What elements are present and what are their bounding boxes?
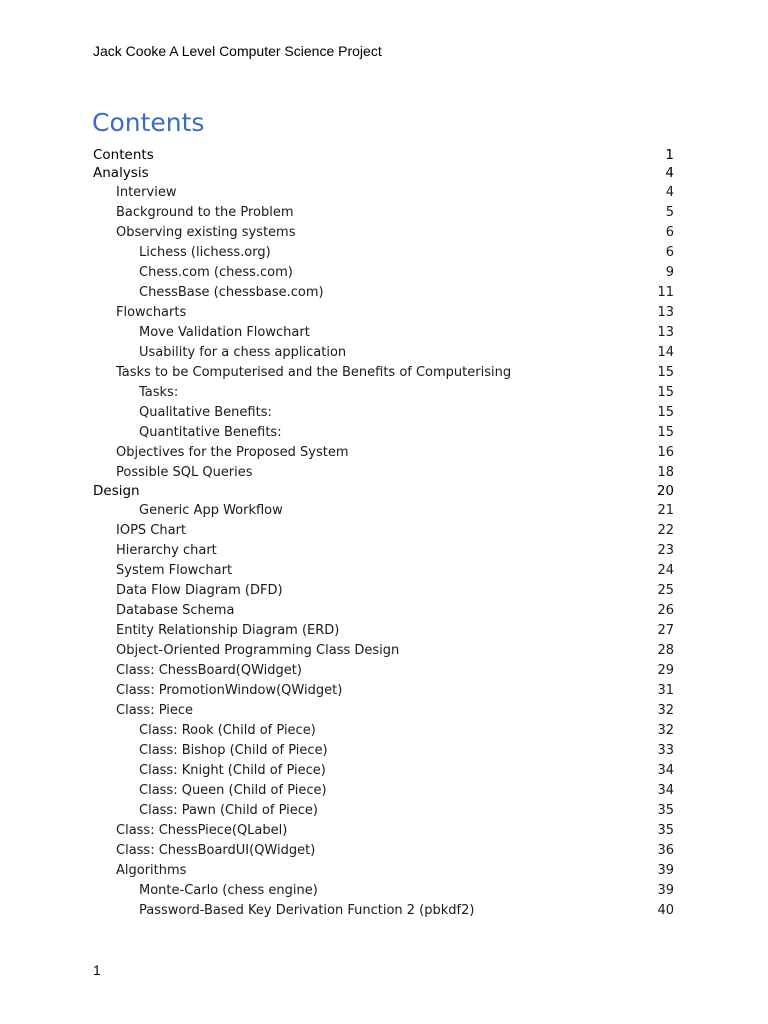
toc-entry[interactable] — [93, 760, 674, 780]
toc-entry-title: Move Validation Flowchart — [139, 324, 310, 340]
toc-entry-title: Design — [93, 483, 140, 499]
toc-entry[interactable] — [93, 680, 674, 700]
toc-entry-page: 22 — [657, 522, 674, 538]
toc-entry-page: 11 — [657, 284, 674, 300]
toc-entry-title: ChessBase (chessbase.com) — [139, 284, 324, 300]
toc-entry[interactable] — [93, 900, 674, 920]
toc-entry-page: 32 — [657, 722, 674, 738]
toc-entry-title: Class: ChessPiece(QLabel) — [116, 822, 288, 838]
toc-entry-title: Contents — [93, 147, 154, 163]
toc-entry-page: 34 — [657, 762, 674, 778]
contents-heading: Contents — [92, 108, 205, 137]
toc-entry[interactable] — [93, 500, 674, 520]
toc-entry-title: Data Flow Diagram (DFD) — [116, 582, 283, 598]
toc-entry[interactable] — [93, 362, 674, 382]
toc-entry-title: Background to the Problem — [116, 204, 294, 220]
toc-entry[interactable] — [93, 640, 674, 660]
toc-entry-page: 33 — [657, 742, 674, 758]
toc-entry-page: 27 — [657, 622, 674, 638]
toc-entry[interactable] — [93, 560, 674, 580]
toc-entry[interactable] — [93, 146, 674, 164]
toc-entry-title: Interview — [116, 184, 177, 200]
toc-entry[interactable] — [93, 700, 674, 720]
toc-entry[interactable] — [93, 262, 674, 282]
toc-entry-page: 34 — [657, 782, 674, 798]
toc-entry-page: 28 — [657, 642, 674, 658]
toc-entry-title: Class: Queen (Child of Piece) — [139, 782, 327, 798]
toc-entry-page: 26 — [657, 602, 674, 618]
toc-entry[interactable] — [93, 302, 674, 322]
toc-entry-page: 18 — [657, 464, 674, 480]
toc-entry-title: Class: Pawn (Child of Piece) — [139, 802, 318, 818]
toc-entry[interactable] — [93, 840, 674, 860]
toc-entry-page: 23 — [657, 542, 674, 558]
toc-entry-title: Class: Piece — [116, 702, 194, 718]
toc-entry-page: 35 — [657, 822, 674, 838]
toc-entry-title: IOPS Chart — [116, 522, 187, 538]
toc-entry[interactable] — [93, 720, 674, 740]
page-number: 1 — [93, 962, 101, 978]
toc-entry-title: Flowcharts — [116, 304, 187, 320]
toc-entry[interactable] — [93, 422, 674, 442]
toc-entry-page: 15 — [657, 424, 674, 440]
toc-entry-page: 39 — [657, 882, 674, 898]
toc-entry-page: 15 — [657, 364, 674, 380]
toc-entry-title: Tasks to be Computerised and the Benefits of Computerising — [116, 364, 512, 380]
toc-entry[interactable] — [93, 382, 674, 402]
toc-entry-page: 13 — [657, 304, 674, 320]
toc-entry[interactable] — [93, 462, 674, 482]
toc-entry-page: 20 — [656, 483, 674, 499]
toc-entry[interactable] — [93, 182, 674, 202]
toc-entry-title: Observing existing systems — [116, 224, 296, 240]
toc-entry-title: Tasks: — [139, 384, 179, 400]
toc-entry[interactable] — [93, 282, 674, 302]
toc-entry[interactable] — [93, 342, 674, 362]
toc-entry-page: 40 — [657, 902, 674, 918]
toc-entry[interactable] — [93, 860, 674, 880]
toc-entry-title: Qualitative Benefits: — [139, 404, 272, 420]
toc-entry[interactable] — [93, 740, 674, 760]
toc-entry-title: Hierarchy chart — [116, 542, 217, 558]
toc-entry[interactable] — [93, 820, 674, 840]
toc-entry-page: 6 — [665, 244, 674, 260]
toc-entry-title: Object-Oriented Programming Class Design — [116, 642, 400, 658]
toc-entry-page: 13 — [657, 324, 674, 340]
toc-entry-title: Class: Knight (Child of Piece) — [139, 762, 326, 778]
toc-entry-page: 29 — [657, 662, 674, 678]
toc-entry-page: 36 — [657, 842, 674, 858]
toc-entry-title: Possible SQL Queries — [116, 464, 253, 480]
toc-entry-title: Chess.com (chess.com) — [139, 264, 293, 280]
toc-entry-title: Entity Relationship Diagram (ERD) — [116, 622, 340, 638]
toc-entry[interactable] — [93, 580, 674, 600]
toc-entry-title: Class: Bishop (Child of Piece) — [139, 742, 328, 758]
toc-entry-title: Usability for a chess application — [139, 344, 347, 360]
toc-entry-page: 6 — [665, 224, 674, 240]
toc-entry-title: Database Schema — [116, 602, 235, 618]
toc-entry-title: Class: ChessBoard(QWidget) — [116, 662, 302, 678]
toc-entry-title: System Flowchart — [116, 562, 233, 578]
toc-entry-page: 24 — [657, 562, 674, 578]
toc-entry[interactable] — [93, 540, 674, 560]
page-header: Jack Cooke A Level Computer Science Project — [93, 43, 382, 59]
toc-entry[interactable] — [93, 800, 674, 820]
toc-entry[interactable] — [93, 164, 674, 182]
toc-entry-title: Generic App Workflow — [139, 502, 283, 518]
toc-entry-page: 14 — [657, 344, 674, 360]
toc-entry-page: 35 — [657, 802, 674, 818]
toc-entry-title: Objectives for the Proposed System — [116, 444, 349, 460]
toc-entry-page: 5 — [665, 204, 674, 220]
toc-entry-page: 9 — [665, 264, 674, 280]
toc-entry[interactable] — [93, 660, 674, 680]
toc-entry-page: 15 — [657, 384, 674, 400]
toc-entry-page: 1 — [665, 147, 674, 163]
toc-entry[interactable] — [93, 442, 674, 462]
toc-entry[interactable] — [93, 322, 674, 342]
toc-entry[interactable] — [93, 482, 674, 500]
toc-entry-page: 4 — [665, 165, 674, 181]
toc-entry-page: 32 — [657, 702, 674, 718]
toc-entry-title: Class: PromotionWindow(QWidget) — [116, 682, 343, 698]
toc-entry-page: 4 — [665, 184, 674, 200]
table-of-contents — [93, 146, 674, 920]
toc-entry[interactable] — [93, 520, 674, 540]
toc-entry-title: Lichess (lichess.org) — [139, 244, 271, 260]
toc-entry-page: 39 — [657, 862, 674, 878]
toc-entry[interactable] — [93, 620, 674, 640]
toc-entry-page: 21 — [657, 502, 674, 518]
toc-entry[interactable] — [93, 202, 674, 222]
toc-entry-title: Analysis — [93, 165, 149, 181]
toc-entry[interactable] — [93, 222, 674, 242]
toc-entry-page: 15 — [657, 404, 674, 420]
toc-entry[interactable] — [93, 600, 674, 620]
toc-entry-title: Monte-Carlo (chess engine) — [139, 882, 318, 898]
toc-entry-page: 16 — [657, 444, 674, 460]
toc-entry[interactable] — [93, 402, 674, 422]
toc-entry[interactable] — [93, 242, 674, 262]
toc-entry-page: 25 — [657, 582, 674, 598]
toc-entry-title: Class: ChessBoardUI(QWidget) — [116, 842, 316, 858]
toc-entry[interactable] — [93, 880, 674, 900]
toc-entry-page: 31 — [657, 682, 674, 698]
toc-entry-title: Algorithms — [116, 862, 187, 878]
toc-entry-title: Password-Based Key Derivation Function 2 (pbkdf2) — [139, 902, 475, 918]
toc-entry[interactable] — [93, 780, 674, 800]
toc-entry-title: Quantitative Benefits: — [139, 424, 282, 440]
toc-entry-title: Class: Rook (Child of Piece) — [139, 722, 316, 738]
